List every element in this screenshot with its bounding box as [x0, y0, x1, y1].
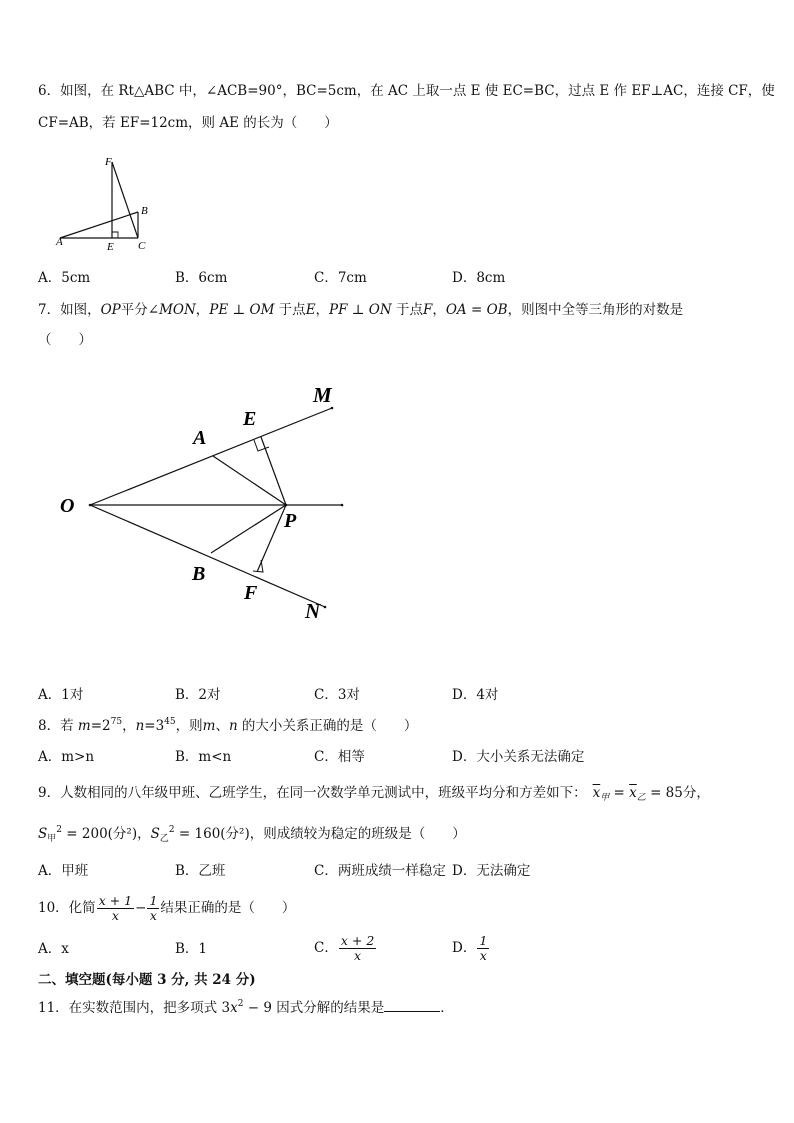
section-heading: 二、填空题(每小题 3 分, 共 24 分): [38, 972, 256, 988]
q10-fraction-2: $\frac{1}{x}$: [149, 893, 158, 923]
q9-option-a[interactable]: A．甲班: [38, 863, 89, 879]
q10-option-b[interactable]: B．1: [175, 941, 208, 957]
q6-label-f: F: [105, 156, 112, 168]
q9-text-line1: 9．人数相同的八年级甲班、乙班学生，在同一次数学单元测试中，班级平均分和方差如下： $\overline{x}_甲 = \overline{x}_乙 = 85$分，: [38, 785, 710, 803]
q11-answer-blank[interactable]: [384, 997, 440, 1012]
q9-option-c[interactable]: C．两班成绩一样稳定: [314, 863, 446, 879]
q7-text-line1: 7．如图，OP平分∠MON，PE ⊥ OM 于点E，PF ⊥ ON 于点F，OA = OB，则图中全等三角形的对数是: [38, 302, 684, 318]
q10-option-d[interactable]: D． $\frac{1}{x}$: [452, 933, 488, 963]
q7-label-o: O: [60, 495, 75, 517]
q7-label-f: F: [244, 582, 258, 604]
q6-label-b: B: [141, 205, 148, 217]
q6-option-c[interactable]: C．7cm: [314, 270, 367, 286]
q7-label-e: E: [243, 408, 257, 430]
q11-text: 11．在实数范围内，把多项式 $3x^2 - 9$ 因式分解的结果是 ．: [38, 999, 454, 1016]
q6-option-a[interactable]: A．5cm: [38, 270, 91, 286]
q6-option-d[interactable]: D．8cm: [452, 270, 506, 286]
q6-text-line2: CF=AB，若 EF=12cm，则 AE 的长为（ ）: [38, 115, 338, 131]
q7-option-c[interactable]: C．3对: [314, 687, 360, 703]
q8-option-c[interactable]: C．相等: [314, 749, 365, 765]
q10-text: 10．化简 $\frac{x + 1}{x}$ − $\frac{1}{x}$ 结果正确的是（ ）: [38, 893, 296, 923]
q7-label-n: N: [305, 599, 321, 623]
q7-label-a: A: [193, 427, 207, 449]
q8-text: 8．若 $m=2^{75}$，$n=3^{45}$，则m、n 的大小关系正确的是（ ）: [38, 717, 418, 734]
q7-option-b[interactable]: B．2对: [175, 687, 221, 703]
q9-text-line2: $S_甲^2 = 200$(分²)，$S_乙^2 = 160$(分²)，则成绩较为稳定的班级是（ ）: [38, 825, 466, 844]
q7-option-d[interactable]: D．4对: [452, 687, 499, 703]
q6-option-b[interactable]: B．6cm: [175, 270, 228, 286]
q7-option-a[interactable]: A．1对: [38, 687, 84, 703]
q7-label-m: M: [313, 383, 332, 407]
q7-text-line2: （ ）: [38, 332, 92, 348]
q8-option-d[interactable]: D．大小关系无法确定: [452, 749, 585, 765]
q10-option-a[interactable]: A．x: [38, 941, 69, 957]
q10-fraction-1: $\frac{x + 1}{x}$: [98, 893, 133, 923]
q6-label-c: C: [138, 240, 146, 252]
q9-option-b[interactable]: B．乙班: [175, 863, 226, 879]
q7-figure: [50, 375, 360, 625]
q10-option-c[interactable]: C． $\frac{x + 2}{x}$: [314, 933, 375, 963]
q6-figure: [50, 152, 160, 256]
q9-mean-expr: $\overline{x}_甲 = \overline{x}_乙$: [592, 785, 646, 803]
q6-label-a: A: [56, 236, 63, 248]
q7-label-p: P: [284, 510, 297, 532]
q8-option-a[interactable]: A．m>n: [38, 749, 95, 765]
q8-option-b[interactable]: B．m<n: [175, 749, 232, 765]
q7-label-b: B: [192, 563, 206, 585]
q6-label-e: E: [107, 241, 114, 253]
q9-option-d[interactable]: D．无法确定: [452, 863, 531, 879]
q6-text-line1: 6．如图，在 Rt△ABC 中，∠ACB=90°，BC=5cm，在 AC 上取一点 E 使 EC=BC，过点 E 作 EF⊥AC，连接 CF，使: [38, 83, 775, 99]
